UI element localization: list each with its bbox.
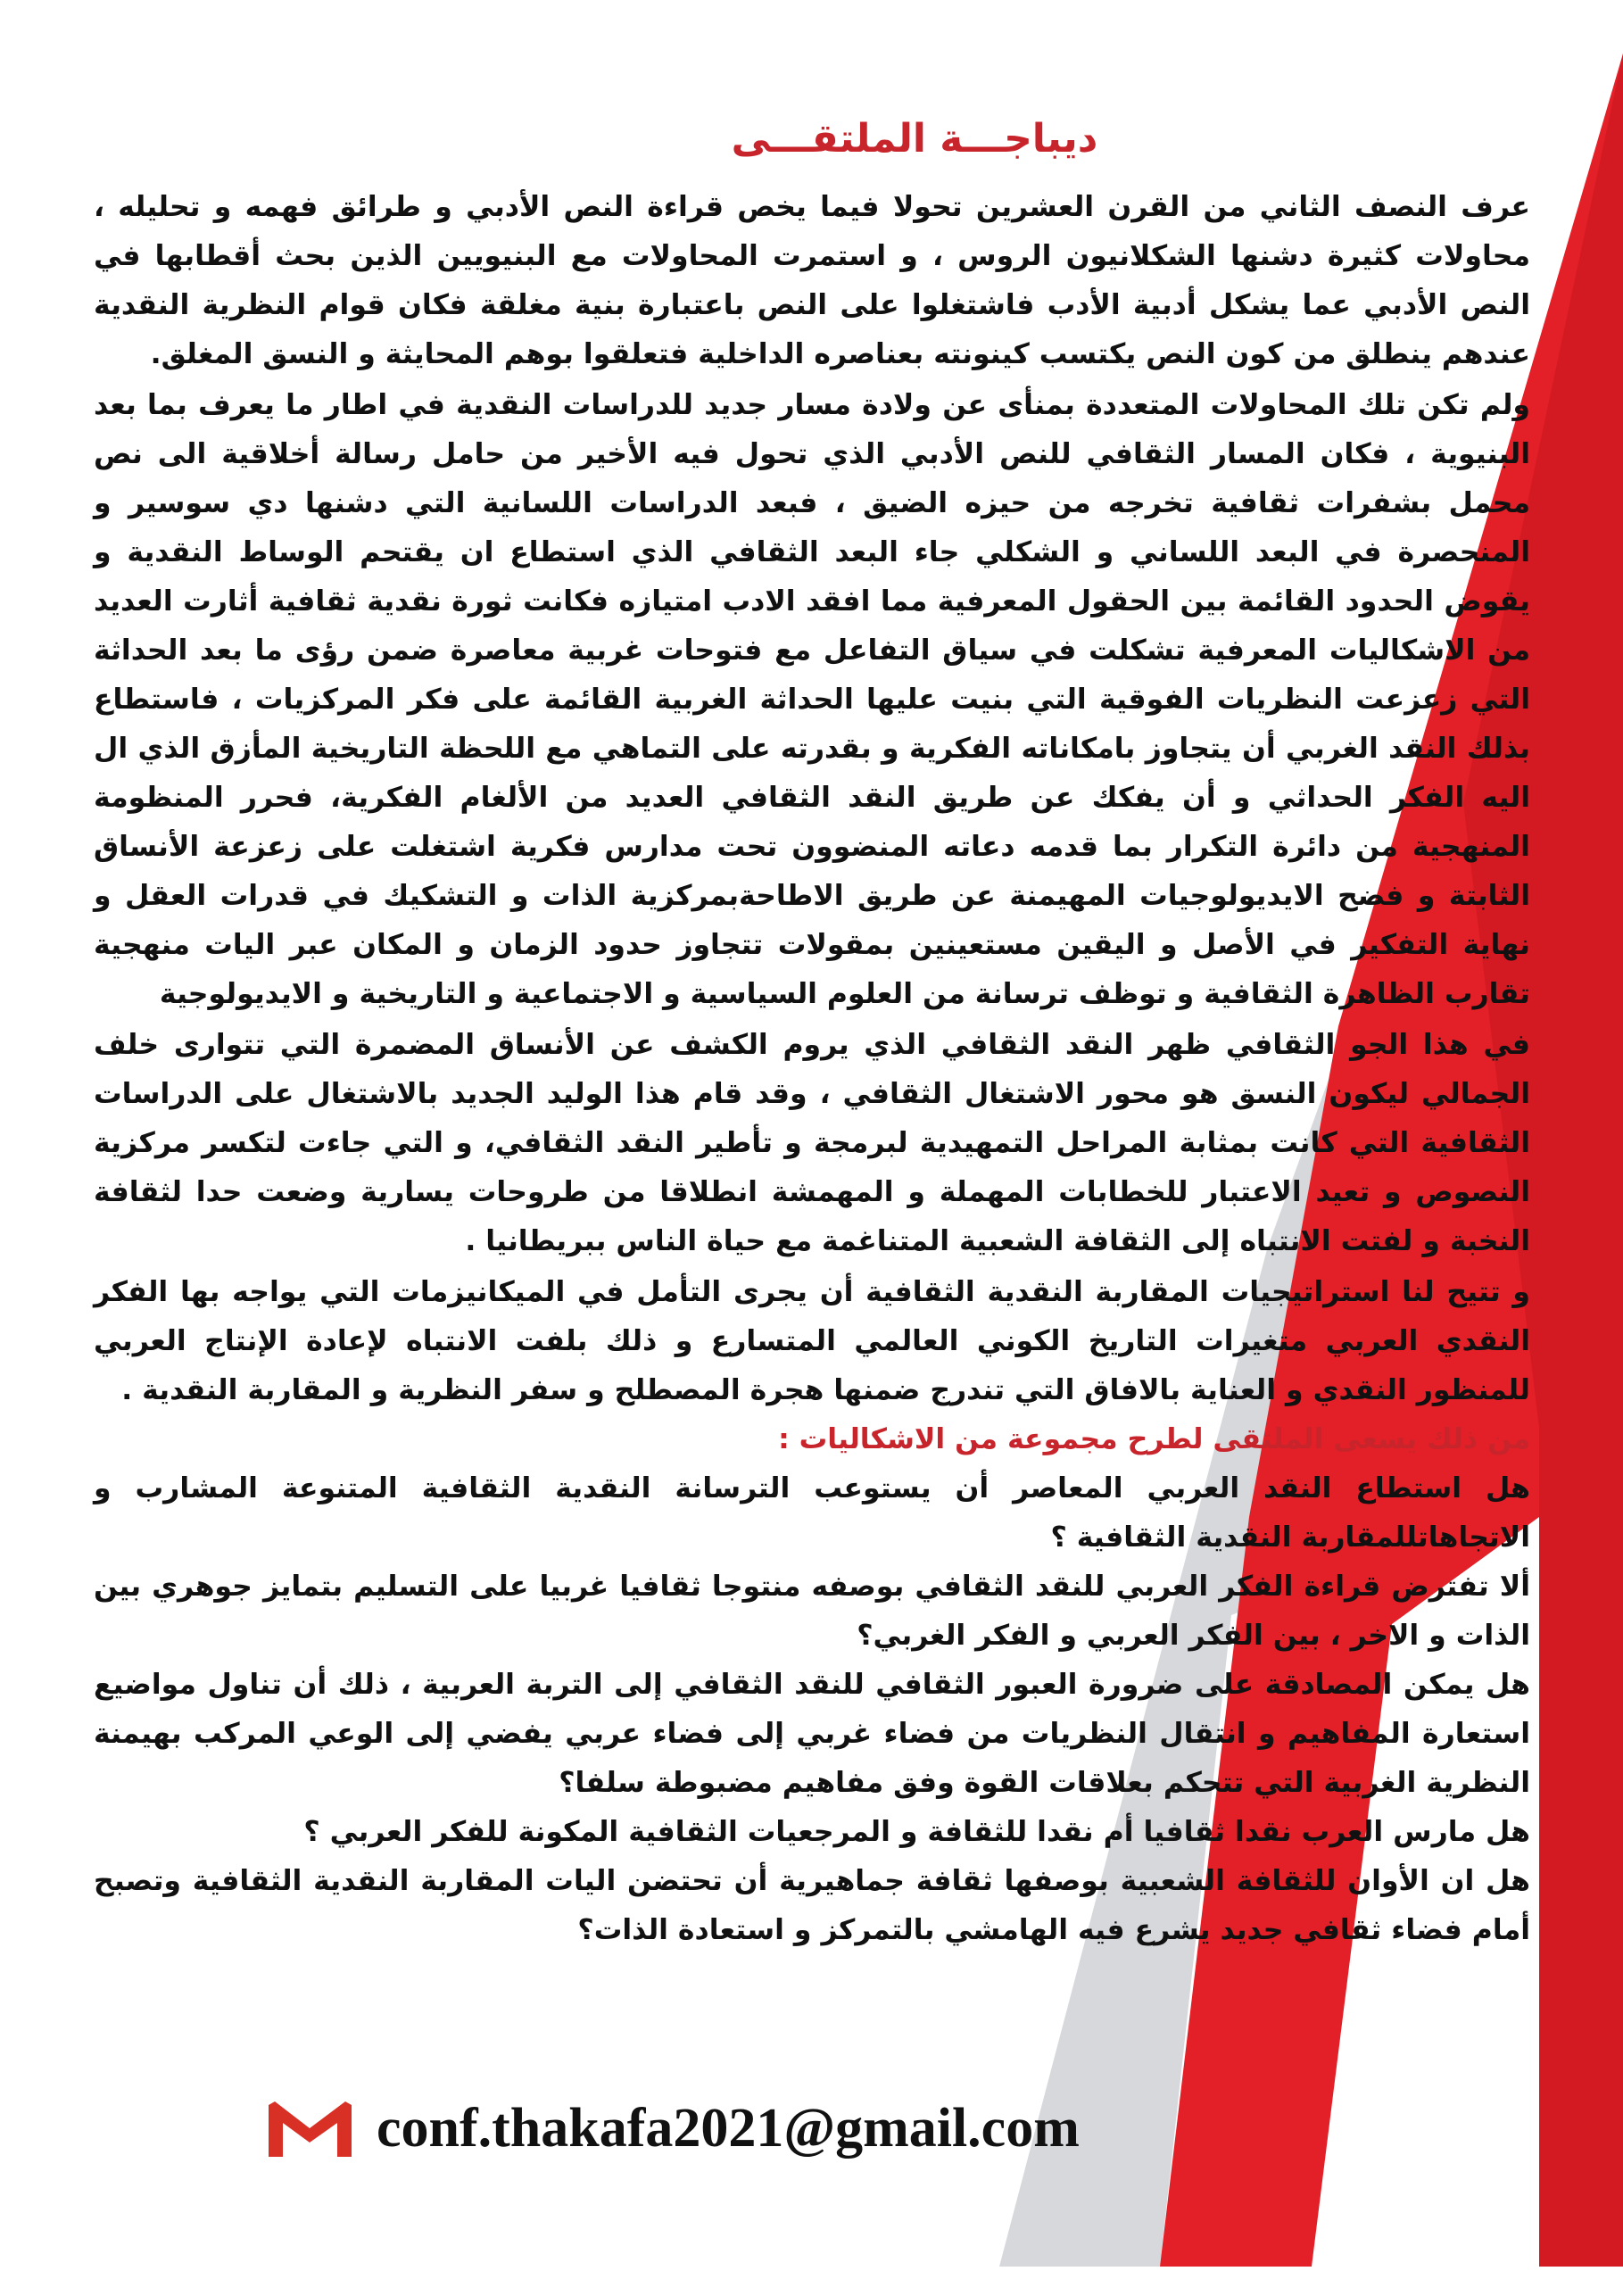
paragraph-4: و تتيح لنا استراتيجيات المقاربة النقدية الثقافية أن يجرى التأمل في الميكانيزمات التي يواجه بها الفكر النقدي العربي متغيرات التاريخ الكوني العالمي المتسارع و ذلك بلفت الانتباه لإعادة الإنتاج العربي للمنظور النقدي و العناية بالافاق التي تندرج ضمنها هجرة المصطلح و سفر النظرية و المقاربة النقدية . (94, 1276, 1530, 1406)
paragraph-2: ولم تكن تلك المحاولات المتعددة بمنأى عن ولادة مسار جديد للدراسات النقدية في اطار ما يعرف بما بعد البنيوية ، فكان المسار الثقافي للنص الأدبي الذي تحول فيه الأخير من حامل رسالة أخلاقية الى نص محمل بشفرات ثقافية تخرجه من حيزه الضيق ، فبعد الدراسات اللسانية التي دشنها دي سوسير و المنحصرة في البعد اللساني و الشكلي جاء البعد الثقافي الذي استطاع ان يقتحم الوساط النقدية و يقوض الحدود القائمة بين الحقول المعرفية مما افقد الادب امتيازه فكانت ثورة نقدية ثقافية أثارت العديد من الاشكاليات المعرفية تشكلت في سياق التفاعل مع فتوحات غربية معاصرة ضمن رؤى ما بعد الحداثة التي زعزعت النظريات الفوقية التي بنيت عليها الحداثة الغربية القائمة على فكر المركزيات ، فاستطاع بذلك النقد الغربي أن يتجاوز بامكاناته الفكرية و بقدرته على التماهي مع اللحظة التاريخية المأزق الذي ال اليه الفكر الحداثي و أن يفكك عن طريق النقد الثقافي العديد من الألغام الفكرية، فحرر المنظومة المنهجية من دائرة التكرار بما قدمه دعاته المنضوون تحت مدارس فكرية اشتغلت على زعزعة الأنساق الثابتة و فضح الايديولوجيات المهيمنة عن طريق الاطاحةبمركزية الذات و التشكيك في قدرات العقل و نهاية التفكير في الأصل و اليقين مستعينين بمقولات تتجاوز حدود الزمان و المكان عبر اليات منهجية تقارب الظاهرة الثقافية و توظف ترسانة من العلوم السياسية و الاجتماعية و التاريخية و الايديولوجية (94, 389, 1530, 1010)
question-1: هل استطاع النقد العربي المعاصر أن يستوعب الترسانة النقدية الثقافية المتنوعة المشارب و الاتجاهاتللمقاربة النقدية الثقافية ؟ (94, 1472, 1530, 1554)
gmail-icon (263, 2096, 357, 2160)
email-address[interactable]: conf.thakafa2021@gmail.com (377, 2097, 1080, 2159)
questions-heading: من ذلك يسعى الملتقى لطرح مجموعة من الاشكاليات : (778, 1423, 1530, 1455)
question-3: هل يمكن المصادقة على ضرورة العبور الثقافي للنقد الثقافي إلى التربة العربية ، ذلك أن تناول مواضيع استعارة المفاهيم و انتقال النظريات من فضاء غربي إلى فضاء عربي يفضي إلى الوعي المركب بهيمنة النظرية الغربية التي تتحكم بعلاقات القوة وفق مفاهيم مضبوطة سلفا؟ (94, 1669, 1530, 1799)
document-body (94, 116, 1530, 1955)
question-2: ألا تفترض قراءة الفكر العربي للنقد الثقافي بوصفه منتوجا ثقافيا غربيا على التسليم بتمايز جوهري بين الذات و الاخر ، بين الفكر العربي و الفكر الغربي؟ (94, 1571, 1530, 1652)
paragraph-1: عرف النصف الثاني من القرن العشرين تحولا فيما يخص قراءة النص الأدبي و طرائق فهمه و تحليله ، محاولات كثيرة دشنها الشكلانيون الروس ، و استمرت المحاولات مع البنيويين الذين بحث أقطابها في النص الأدبي عما يشكل أدبية الأدب فاشتغلوا على النص باعتبارة بنية مغلقة فكان قوام النظرية النقدية عندهم ينطلق من كون النص يكتسب كينونته بعناصره الداخلية فتعلقوا بوهم المحايثة و النسق المغلق. (94, 191, 1530, 370)
paragraph-3: في هذا الجو الثقافي ظهر النقد الثقافي الذي يروم الكشف عن الأنساق المضمرة التي تتوارى خلف الجمالي ليكون النسق هو محور الاشتغال الثقافي ، وقد قام هذا الوليد الجديد بالاشتغال على الدراسات الثقافية التي كانت بمثابة المراحل التمهيدية لبرمجة و تأطير النقد الثقافي، و التي جاءت لتكسر مركزية النصوص و تعيد الاعتبار للخطابات المهملة و المهمشة انطلاقا من طروحات يسارية وضعت حدا لثقافة النخبة و لفتت الانتباه إلى الثقافة الشعبية المتناغمة مع حياة الناس ببريطانيا . (94, 1029, 1530, 1257)
question-5: هل ان الأوان للثقافة الشعبية بوصفها ثقافة جماهيرية أن تحتضن اليات المقاربة النقدية الثقافية وتصبح أمام فضاء ثقافي جديد يشرع فيه الهامشي بالتمركز و استعادة الذات؟ (94, 1865, 1530, 1946)
question-4: هل مارس العرب نقدا ثقافيا أم نقدا للثقافة و المرجعيات الثقافية المكونة للفكر العربي ؟ (303, 1816, 1530, 1848)
contact-email[interactable] (263, 2088, 1080, 2168)
page-title: ديباجـــة الملتقـــى (731, 116, 1098, 162)
